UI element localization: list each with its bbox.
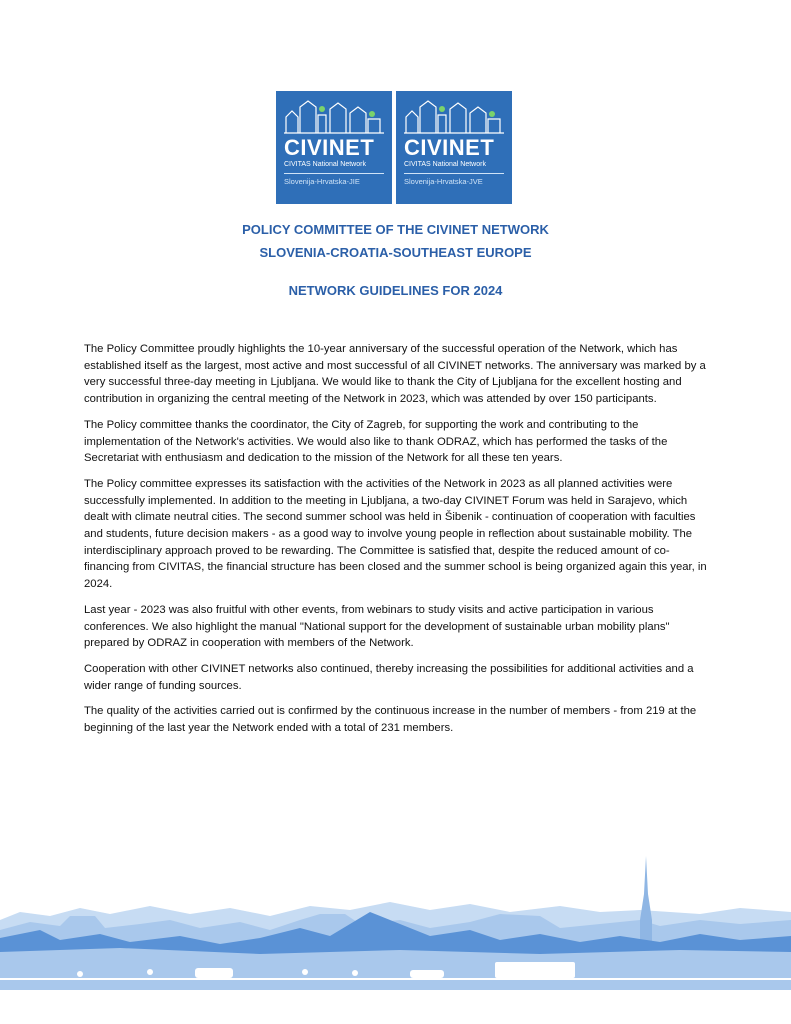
document-body (84, 341, 714, 746)
document-subtitle: NETWORK GUIDELINES FOR 2024 (288, 283, 503, 298)
logo-subtitle: CIVITAS National Network (284, 161, 366, 168)
logo-group (276, 91, 512, 204)
logo-subtitle: CIVITAS National Network (404, 161, 486, 168)
logo-brand: CIVINET (404, 135, 495, 160)
civinet-logo-right (396, 91, 512, 204)
paragraph: The quality of the activities carried out is confirmed by the continuous increase in the number of members - from 219 at the beginning of the last year the Network ended with a total of 231 members. (84, 705, 697, 735)
city-skyline-illustration (0, 850, 791, 990)
logo-region: Slovenija-Hrvatska-JVE (404, 177, 483, 186)
civinet-logo-left (276, 91, 392, 204)
logo-skyline-icon (404, 97, 504, 135)
paragraph: The Policy Committee proudly highlights the 10-year anniversary of the successful operation of the Network, which has established itself as the largest, most active and most successful of all CIVINET networks. The anniversary was marked by a very successful three-day meeting in Ljubljana. We would like to thank the City of Ljubljana for the excellent hosting and contribution in organizing the central meeting of the Network in 2023, which was attended by over 150 participants. (84, 343, 706, 406)
paragraph: The Policy committee thanks the coordinator, the City of Zagreb, for supporting the work and contributing to the implementation of the Network's activities. We would also like to thank ODRAZ, which has performed the tasks of the Secretariat with enthusiasm and dedication to the mission of the Network for all these ten years. (84, 418, 668, 465)
logo-divider (284, 173, 384, 174)
title-line-2: SLOVENIA-CROATIA-SOUTHEAST EUROPE (259, 245, 532, 260)
logo-divider (404, 173, 504, 174)
paragraph: Last year - 2023 was also fruitful with other events, from webinars to study visits and active participation in various conferences. We also highlight the manual "National support for the development of sustainable urban mobility plans" prepared by ODRAZ in cooperation with members of the Network. (84, 603, 670, 650)
logo-region: Slovenija-Hrvatska-JIE (284, 177, 360, 186)
title-line-1: POLICY COMMITTEE OF THE CIVINET NETWORK (242, 222, 549, 237)
logo-skyline-icon (284, 97, 384, 135)
logo-brand: CIVINET (284, 135, 375, 160)
paragraph: The Policy committee expresses its satisfaction with the activities of the Network in 2023 as all planned activities were successfully implemented. In addition to the meeting in Ljubljana, a two-day CIVINET Forum was held in Sarajevo, which dealt with climate neutral cities. The second summer school was held in Šibenik - continuation of cooperation with faculties and students, future decision makers - as a good way to involve young people in reflection about sustainable mobility. The interdisciplinary approach proved to be rewarding. The Committee is satisfied that, despite the reduced amount of co-financing from CIVITAS, the financial structure has been closed and the summer school is being organized again this year, in 2024. (84, 477, 707, 591)
paragraph: Cooperation with other CIVINET networks also continued, thereby increasing the possibilities for additional activities and a wider range of funding sources. (84, 662, 694, 692)
